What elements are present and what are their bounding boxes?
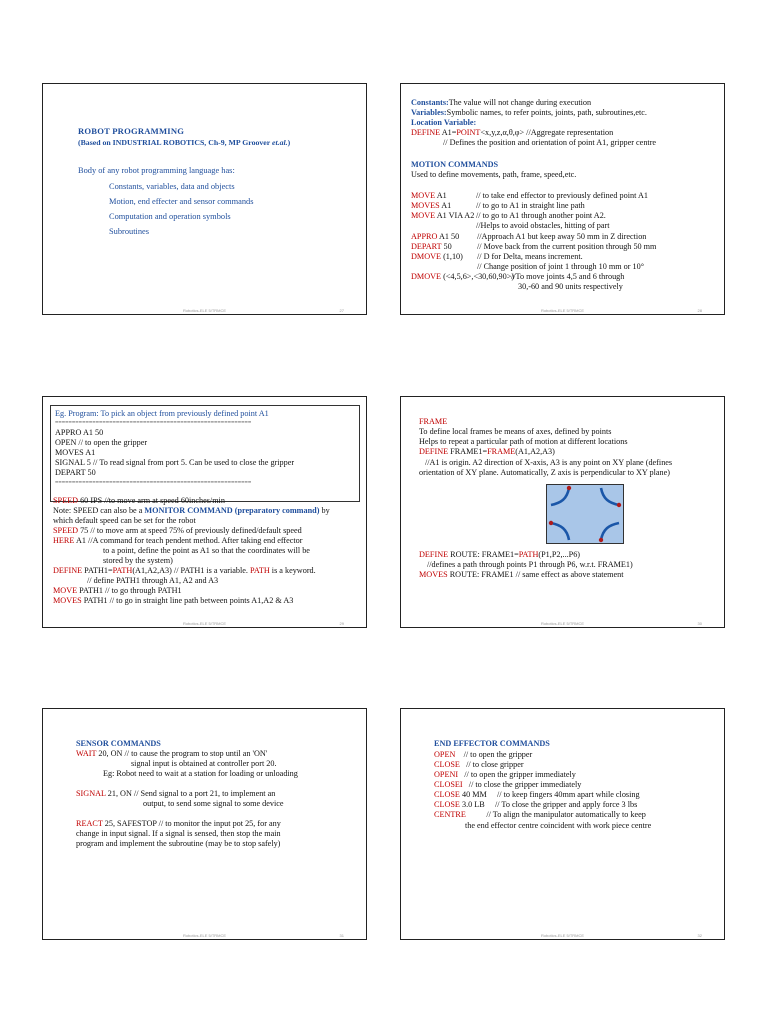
speed-line xyxy=(53,496,225,506)
subtitle-etal: et.al. xyxy=(272,138,288,147)
command-comment: // Change position of joint 1 through 10 mm or 10° xyxy=(477,262,645,271)
react-line xyxy=(76,819,281,829)
slide-29 xyxy=(42,396,367,628)
motion-title: MOTION COMMANDS xyxy=(411,160,499,169)
move-text: PATH1 // to go through PATH1 xyxy=(77,586,182,595)
frame-line: To define local frames be means of axes, defined by points xyxy=(419,427,612,436)
here-line-2: to a point, define the point as A1 so that the coordinates will be xyxy=(103,546,310,555)
location-label: Location Variable: xyxy=(411,118,477,127)
slide-subtitle xyxy=(78,138,290,148)
command-comment: // D for Delta, means increment. xyxy=(477,252,583,261)
footer-text: Robotics-ELE 5/TRMCE xyxy=(540,621,585,626)
note-a: Note: SPEED can also be a xyxy=(53,506,145,515)
command-comment: // to go to A1 in straight line path xyxy=(476,201,585,210)
note-line-2: which default speed can be set for the robot xyxy=(53,516,196,525)
command-argument: 50 xyxy=(441,242,452,251)
path-keyword: PATH xyxy=(250,566,270,575)
speed-keyword: SPEED xyxy=(53,496,79,505)
command-keyword: CENTRE xyxy=(434,810,466,819)
motion-command-row xyxy=(411,242,657,252)
command-comment: // to go to A1 through another point A2. xyxy=(476,211,606,220)
program-line: APPRO A1 50 xyxy=(55,428,104,437)
define-path-line xyxy=(53,566,316,576)
intro-text: Body of any robot programming language has: xyxy=(78,166,235,175)
command-keyword: MOVES xyxy=(411,201,440,210)
path-arc xyxy=(551,488,569,505)
end-effector-command-row xyxy=(434,810,646,820)
subtitle-close: ) xyxy=(287,138,291,147)
program-line: SIGNAL 5 // To read signal from port 5. Can be used to close the gripper xyxy=(55,458,295,467)
constants-text: The value will not change during execution xyxy=(448,98,592,107)
page-number: 27 xyxy=(339,308,344,313)
command-text: // to close the gripper immediately xyxy=(462,780,582,789)
program-title: Eg. Program: To pick an object from previously defined point A1 xyxy=(55,409,269,418)
separator: ========================================================== xyxy=(55,480,252,486)
command-argument: A1 xyxy=(435,191,447,200)
list-item: Motion, end effecter and sensor commands xyxy=(109,197,254,206)
wait-line xyxy=(76,749,267,759)
command-comment: //Approach A1 but keep away 50 mm in Z direction xyxy=(477,232,647,241)
command-keyword: APPRO xyxy=(411,232,438,241)
centre-line-2: the end effector centre coincident with work piece centre xyxy=(465,821,652,830)
here-text: A1 //A command for teach pendent method. After taking end effector xyxy=(74,536,303,545)
end-effector-command-row xyxy=(434,770,576,780)
command-comment: 30,-60 and 90 units respectively xyxy=(518,282,623,291)
command-text: // to open the gripper xyxy=(455,750,533,759)
command-text: 40 MM // to keep fingers 40mm apart while closing xyxy=(459,790,640,799)
wait-keyword: WAIT xyxy=(76,749,97,758)
program-line: OPEN // to open the gripper xyxy=(55,438,148,447)
define-keyword: DEFINE xyxy=(419,447,449,456)
path-point xyxy=(567,486,571,490)
motion-command-row xyxy=(411,272,625,282)
move-line xyxy=(53,586,182,596)
motion-command-row xyxy=(411,211,606,221)
react-line-2: change in input signal. If a signal is sensed, then stop the main xyxy=(76,829,281,838)
command-keyword: CLOSE xyxy=(434,790,460,799)
motion-intro: Used to define movements, path, frame, speed,etc. xyxy=(411,170,577,179)
page-number: 30 xyxy=(697,621,702,626)
frame-diagram xyxy=(546,484,624,544)
react-text: 25, SAFESTOP // to monitor the input pot 25, for any xyxy=(102,819,281,828)
slide-31 xyxy=(42,708,367,940)
command-keyword: DEPART xyxy=(411,242,442,251)
define-a: FRAME1= xyxy=(448,447,488,456)
end-effector-command-row xyxy=(434,760,524,770)
define-keyword: DEFINE xyxy=(411,128,441,137)
moves-route-text: ROUTE: FRAME1 // same effect as above statement xyxy=(447,570,624,579)
speed2-text: 75 // to move arm at speed 75% of previously defined/default speed xyxy=(78,526,302,535)
wait-line-3: Eg: Robot need to wait at a station for loading or unloading xyxy=(103,769,298,778)
command-keyword: DMOVE xyxy=(411,252,442,261)
frame-comment: //A1 is origin. A2 direction of X-axis, A3 is any point on XY plane (defines xyxy=(425,458,673,467)
speed-keyword: SPEED xyxy=(53,526,79,535)
path-point xyxy=(599,538,603,542)
moves-text: PATH1 // to go in straight line path between points A1,A2 & A3 xyxy=(81,596,294,605)
moves-route-line xyxy=(419,570,624,580)
list-item: Subroutines xyxy=(109,227,150,236)
move-keyword: MOVE xyxy=(53,586,78,595)
wait-text: 20, ON // to cause the program to stop until an 'ON' xyxy=(96,749,268,758)
footer-text: Robotics-ELE 5/TRMCE xyxy=(182,308,227,313)
command-comment: //Helps to avoid obstacles, hitting of part xyxy=(476,221,610,230)
program-line: MOVES A1 xyxy=(55,448,96,457)
footer-text: Robotics-ELE 5/TRMCE xyxy=(540,933,585,938)
page-number: 28 xyxy=(697,308,702,313)
command-argument: A1 50 xyxy=(437,232,460,241)
moves-line xyxy=(53,596,293,606)
end-effector-command-row xyxy=(434,800,637,810)
command-keyword: MOVE xyxy=(411,211,436,220)
here-keyword: HERE xyxy=(53,536,75,545)
define-path-comment: // define PATH1 through A1, A2 and A3 xyxy=(87,576,219,585)
path-arc xyxy=(601,523,619,540)
path-keyword: PATH xyxy=(518,550,539,559)
command-text: // to close gripper xyxy=(459,760,524,769)
define-line xyxy=(411,128,613,138)
slide-27 xyxy=(42,83,367,315)
motion-command-row xyxy=(411,191,648,201)
page-number: 29 xyxy=(339,621,344,626)
motion-command-row xyxy=(411,232,647,242)
path-point xyxy=(549,521,553,525)
slide-30 xyxy=(400,396,725,628)
variables-text: Symbolic names, to refer points, joints, path, subroutines,etc. xyxy=(446,108,647,117)
end-effector-command-row xyxy=(434,780,581,790)
motion-command-row xyxy=(411,201,585,211)
command-comment: // Move back from the current position through 50 mm xyxy=(477,242,657,251)
route-comment: //defines a path through points P1 through P6, w.r.t. FRAME1) xyxy=(427,560,633,569)
define-keyword: DEFINE xyxy=(419,550,449,559)
command-text: // To align the manipulator automatically to keep xyxy=(465,810,646,819)
command-argument: A1 VIA A2 xyxy=(435,211,475,220)
command-keyword: CLOSE xyxy=(434,800,460,809)
footer-text: Robotics-ELE 5/TRMCE xyxy=(182,933,227,938)
command-argument: (1,10) xyxy=(441,252,463,261)
subtitle-text: (Based on INDUSTRIAL ROBOTICS, Ch-9, MP Groover xyxy=(78,138,273,147)
command-text: 3.0 LB // To close the gripper and apply force 3 lbs xyxy=(459,800,638,809)
variables-label: Variables: xyxy=(411,108,447,117)
end-effector-command-row xyxy=(434,750,532,760)
frame-title: FRAME xyxy=(419,417,448,426)
frame-paths-illustration xyxy=(547,485,623,543)
command-keyword: OPENI xyxy=(434,770,459,779)
end-effector-command-row xyxy=(434,790,640,800)
command-comment: // to take end effector to previously defined point A1 xyxy=(476,191,648,200)
path-arc xyxy=(601,488,619,505)
page-number: 32 xyxy=(697,933,702,938)
command-text: // to open the gripper immediately xyxy=(458,770,576,779)
signal-keyword: SIGNAL xyxy=(76,789,106,798)
path-arc xyxy=(551,523,569,540)
list-item: Constants, variables, data and objects xyxy=(109,182,235,191)
define-keyword: DEFINE xyxy=(53,566,83,575)
command-keyword: CLOSEI xyxy=(434,780,463,789)
separator: ========================================================== xyxy=(55,420,252,426)
point-keyword: POINT xyxy=(456,128,481,137)
variables-line xyxy=(411,108,647,118)
constants-line xyxy=(411,98,591,108)
path-point xyxy=(617,503,621,507)
slide-28 xyxy=(400,83,725,315)
define-b: <x,y,z,α,θ,φ> //Aggregate representation xyxy=(480,128,614,137)
list-item: Computation and operation symbols xyxy=(109,212,231,221)
define-route-line xyxy=(419,550,580,560)
path-keyword: PATH xyxy=(112,566,133,575)
slide-title: ROBOT PROGRAMMING xyxy=(78,126,185,136)
route-b: (P1,P2,...P6) xyxy=(538,550,581,559)
frame-comment: orientation of XY plane. Automatically, Z axis is perpendicular to XY plane) xyxy=(419,468,671,477)
note-line xyxy=(53,506,330,516)
command-keyword: CLOSE xyxy=(434,760,460,769)
define-a: A1= xyxy=(440,128,457,137)
note-c: by xyxy=(319,506,330,515)
footer-text: Robotics-ELE 5/TRMCE xyxy=(540,308,585,313)
here-line-3: stored by the system) xyxy=(103,556,173,565)
define-a: PATH1= xyxy=(82,566,113,575)
command-keyword: DMOVE xyxy=(411,272,442,281)
monitor-command: MONITOR COMMAND (preparatory command) xyxy=(144,506,320,515)
sensor-title: SENSOR COMMANDS xyxy=(76,739,161,748)
command-argument: (<4,5,6>,<30,60,90>) xyxy=(441,272,515,281)
frame-line: Helps to repeat a particular path of motion at different locations xyxy=(419,437,628,446)
define-b: (A1,A2,A3) // PATH1 is a variable. xyxy=(132,566,251,575)
react-line-3: program and implement the subroutine (may be to stop safely) xyxy=(76,839,281,848)
page-number: 31 xyxy=(339,933,344,938)
speed2-line xyxy=(53,526,302,536)
wait-line-2: signal input is obtained at controller port 20. xyxy=(131,759,277,768)
react-keyword: REACT xyxy=(76,819,103,828)
program-line: DEPART 50 xyxy=(55,468,96,477)
moves-keyword: MOVES xyxy=(419,570,448,579)
speed-text: 60 IPS //to move arm at speed 60inches/min xyxy=(78,496,225,505)
footer-text: Robotics-ELE 5/TRMCE xyxy=(182,621,227,626)
frame-keyword: FRAME xyxy=(487,447,516,456)
route-a: ROUTE: FRAME1= xyxy=(448,550,519,559)
command-comment: //To move joints 4,5 and 6 through xyxy=(511,272,625,281)
command-keyword: OPEN xyxy=(434,750,456,759)
command-keyword: MOVE xyxy=(411,191,436,200)
signal-line-2: output, to send some signal to some device xyxy=(143,799,284,808)
command-argument: A1 xyxy=(439,201,452,210)
slide-32 xyxy=(400,708,725,940)
define-b: (A1,A2,A3) xyxy=(515,447,555,456)
define-comment: // Defines the position and orientation of point A1, gripper centre xyxy=(443,138,657,147)
end-effector-title: END EFFECTOR COMMANDS xyxy=(434,739,550,748)
signal-line xyxy=(76,789,275,799)
define-c: is a keyword. xyxy=(269,566,316,575)
constants-label: Constants: xyxy=(411,98,449,107)
motion-command-row xyxy=(411,252,583,262)
here-line xyxy=(53,536,303,546)
moves-keyword: MOVES xyxy=(53,596,82,605)
signal-text: 21, ON // Send signal to a port 21, to implement an xyxy=(105,789,276,798)
define-frame-line xyxy=(419,447,555,457)
